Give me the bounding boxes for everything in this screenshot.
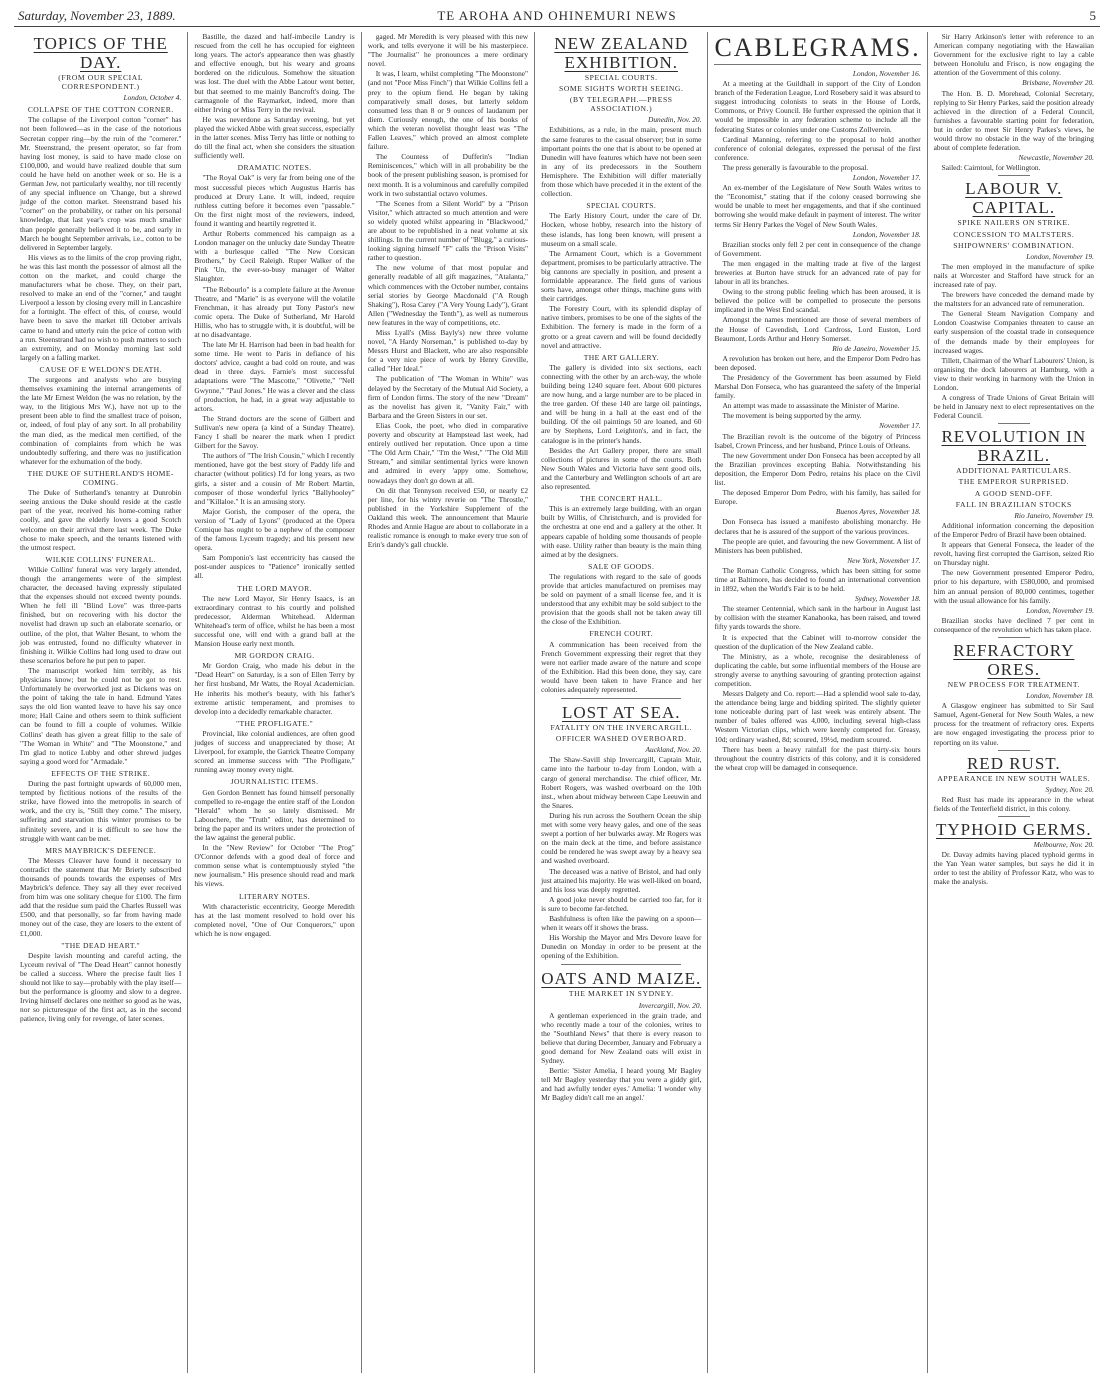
side-heading: THE LORD MAYOR.	[237, 583, 312, 593]
paragraph: At a meeting at the Guildhall in support of the City of London branch of the Federation League, Lord Rosebery said it was absurd to suggest introducing colonists to seats in the House of Lords, Commons, or Privy Council. He further expressed the opinion that it would be impossible in any federation scheme to include all the federating States or colonies under one Customs Zollverein.	[714, 79, 921, 134]
paragraph: Besides the Art Gallery proper, there are small collections of pictures in some of the courts. Both New South Wales and Victoria have sent good oils, and the Canterbury and Wellington schools of art are also represented.	[541, 445, 702, 492]
dateline: London, November 18.	[852, 229, 921, 239]
side-heading: EFFECTS OF THE STRIKE.	[51, 768, 151, 778]
headline: RED RUST.	[966, 753, 1061, 773]
paragraph: Red Rust has made its appearance in the wheat fields of the Tenterfield district, in this colony.	[933, 794, 1094, 813]
paragraph: Brazilian stocks have declined 7 per cent in consequence of the revolution which has taken place.	[933, 615, 1094, 634]
dateline: Sydney, Nov. 20.	[1045, 784, 1094, 794]
subheading: OFFICER WASHED OVERBOARD.	[555, 734, 687, 744]
divider	[998, 637, 1030, 638]
headline: REFRACTORY ORES.	[953, 640, 1075, 679]
paragraph: There has been a heavy rainfall for the past thirty-six hours throughout the country districts of this colony, and it is considered the wheat crop will be damaged in consequence.	[714, 744, 921, 772]
paragraph: Mr Gordon Craig, who made his debut in the "Dead Heart" on Saturday, is a son of Ellen Terry by her first husband, Mr Watts, the Royal Academician. He inherits his mother's beauty, with his father's extreme artistic temperament, and promises to develop into a decidedly remarkable character.	[194, 661, 355, 716]
paragraph: The Countess of Dufferin's "Indian Reminiscences," which will in all probability be the book of the present publishing season, is promised for next month. It is a voluminous and carefully compiled work in two substantial octavo volumes.	[367, 152, 529, 198]
dateline: Melbourne, Nov. 20.	[1033, 840, 1094, 849]
paragraph: The Strand doctors are the scene of Gilbert and Sullivan's new opera (a kind of a Sunday Theatre). Fancy I shall be nearer the mark when I predict Gilbert for the Savoy.	[194, 413, 355, 451]
paragraph: Cardinal Manning, referring to the proposal to hold another conference of colonial delegates, expressed the perusal of the first conference.	[714, 134, 921, 162]
paragraph: A good joke never should be carried too far, for it is sure to become far-fetched.	[541, 894, 702, 913]
paragraph: Arthur Roberts commenced his campaign as a London manager on the unlucky date Sunday Theatre with a burlesque called "The New Corsican Brothers," by Cecil Raleigh. Ruper Walker of the Pink 'Un, the ever-so-busy manager of Walter Slaughter.	[194, 228, 355, 284]
paragraph: The Duke of Sutherland's tenantry at Dunrobin seeing anxious the Duke should reside at the castle part of the year, received his home-coming rather coolly, and gave the elderly lovers a good Scotch welcome on their arrival there last week. The Duke chose to make speech, and the tenants listened with the utmost respect.	[20, 488, 182, 552]
headline: LABOUR V. CAPITAL.	[965, 179, 1063, 218]
paragraph: The authors of "The Irish Cousin," which I recently mentioned, have got the best story of Paddy life and character (without politics) I'd for long years, as two girls, a sister and a cousin of Mr Robert Martin, composer of those wonderful lyrics "Ballyhooley" and "Killaloe." It is an amusing story.	[194, 451, 355, 506]
paragraph: Provincial, like colonial audiences, are often good judges of success and unappreciated by those; At Liverpool, for example, the Garrick Theatre Company scored an immense success with "The Profligate," running away money every night.	[194, 728, 355, 775]
paragraph: Additional information concerning the deposition of the Emperor Pedro of Brazil have been obtained.	[933, 520, 1094, 539]
side-heading: MRS MAYBRICK'S DEFENCE.	[45, 845, 157, 855]
subheading: A GOOD SEND-OFF.	[974, 488, 1053, 498]
subheading: FALL IN BRAZILIAN STOCKS	[955, 499, 1072, 509]
subheading: SHIPOWNERS' COMBINATION.	[953, 240, 1075, 250]
paragraph: Major Gorish, the composer of the opera, the version of "Lady of Lyons" (produced at the Opera Comique has ought to be a nephew of the composer of the famous Lyceum tragedy; and his present new opera.	[194, 506, 355, 553]
dateline: Rio Janeiro, November 19.	[1014, 510, 1094, 520]
subheading: SPIKE NAILERS ON STRIKE.	[957, 218, 1071, 228]
paragraph: The manuscript worked him terribly, as his physicians know; but he could not be got to rest. Unfortunately he overworked just as Dickens was on the point of taking the tale in hand. Edmund Yates says the old lion wanted leave to have his say once more; Hall Caine and others seem to think sufficient can be found to fill a couple of volumes. Wilkie Collins' death has given a great fillip to the sale of "The Woman in White" and "The Moonstone," and I'm glad to notice Lubby and other shrewd judges saying a good word for "Armadale."	[20, 665, 182, 766]
side-heading: COLLAPSE OF THE COTTON CORNER.	[27, 105, 174, 115]
side-heading: THE ART GALLERY.	[583, 352, 659, 362]
side-heading: THE CONCERT HALL.	[580, 494, 663, 504]
side-heading: SPECIAL COURTS.	[586, 201, 657, 211]
paragraph: "The Royal Oak" is very far from being one of the most successful pieces which Augustus Harris has produced at Drury Lane. It will, indeed, require ruthless cutting before it becomes even "passable." On the first night most of the reviewers, indeed, found it wanting and heartily regretted it.	[194, 173, 355, 228]
paragraph: The Ministry, as a whole, recognise the desirableness of duplicating the cable, but some influential members of the House are strongly averse to anything savouring of granting protection against competition.	[714, 651, 921, 688]
paragraph: The people are quiet, and favouring the new Government. A list of Ministers has been published.	[714, 536, 921, 555]
newspaper-title: TE AROHA AND OHINEMURI NEWS	[437, 8, 677, 23]
page-number: 5	[1089, 8, 1096, 23]
subheading: FATALITY ON THE INVERCARGILL.	[550, 723, 693, 733]
paragraph: The new volume of that most popular and generally readable of all gift magazines, "Atalanta," which commences with the October number, contains serial stories by George Macdonald ("A Rough Shaking"), Rosa Carey ("A Very Young Lady"), Grant Allen ("Wednesday the Tenth"), as well as numerous new features in the way of competitions, etc.	[367, 263, 529, 327]
paragraph: Messrs Dalgety and Co. report:—Had a splendid wool sale to-day, the attendance being large and bidding spirited. The slightly quieter tone noticeable during part of last week was entirely absent. The number of bales offered was 4,000, including several high-class Western Victorian clips, which were keenly competed for. Greasy, 10d; ordinary washed, 8d; scoured, 19½d, medium scoured.	[714, 689, 921, 744]
subheading: ADDITIONAL PARTICULARS.	[956, 466, 1072, 476]
paragraph: The Messrs Cleaver have found it necessary to contradict the statement that Mr Brierly subscribed thousands of pounds towards the expenses of Mrs Maybrick's defence. They say all they ever received from him was one solitary cheque for £100. The firm add that the residue sum paid the Charles Russell was £500, and that personally, so far from having made money out of the case, they are losers to the extent of £1,000.	[20, 855, 182, 938]
paragraph: Owing to the strong public feeling which has been aroused, it is believed the police will be compelled to prosecute the persons implicated in the West End scandal.	[714, 287, 921, 315]
side-heading: JOURNALISTIC ITEMS.	[230, 777, 319, 787]
divider	[998, 423, 1030, 424]
paragraph: On dit that Tennyson received £50, or nearly £2 per line, for his wintry reverie on "The Throstle," published in the Yorkshire Supplement of the Oakland this week. The announcement that Maurie Rhodes and Annie Hague are about to collaborate in a realistic romance is enough to make every true son of Erin's dandy's gall chuckle.	[367, 485, 529, 550]
subheading: APPEARANCE IN NEW SOUTH WALES.	[937, 773, 1091, 783]
paragraph: This is an extremely large building, with an organ built by Willis, of Christchurch, and is provided for the orchestra at one end and a gallery at the other. It appears capable of holding some thousands of people with ease. Utility rather than beauty is the main thing aimed at by the designers.	[541, 504, 702, 559]
paragraph: Sam Pomponio's last eccentricity has caused the post-under auspices to "Patience" ironically settled all.	[194, 553, 355, 581]
subheading: CONCESSION TO MALTSTERS.	[953, 229, 1075, 239]
divider	[561, 964, 681, 965]
paragraph: The deposed Emperor Dom Pedro, with his family, has sailed for Europe.	[714, 488, 921, 507]
headline: REVOLUTION IN BRAZIL.	[941, 427, 1087, 466]
paragraph: Sir Harry Atkinson's letter with reference to an American company negotiating with the Hawaiian Government for the exclusive right to lay a cable between Honolulu and Frisco, is now engaging the attention of the Government of this colony.	[933, 32, 1094, 78]
dateline: November 17.	[879, 421, 921, 431]
paragraph: The General Steam Navigation Company and London Coastwise Companies threaten to cause an early suspension of the coastal trade in consequence of the demands made by their employees for increased wages.	[933, 309, 1094, 355]
paragraph: The Shaw-Savill ship Invercargill, Captain Muir, came into the harbour to-day from London, with a cargo of general merchandise. The chief officer, Mr. Robert Rogers, was washed overboard on the 10th inst., when about midway between Cape Leeuwin and the Snares.	[541, 755, 702, 810]
paragraph: The collapse of the Liverpool cotton "corner" has not been followed—as in the case of the notorious Secretan copper ring—by the ruin of the "cornerer." Mr. Steenstrand, the present operator, so far from having lost money, is said to have made close on £100,000, and would have realized double that sum could he have held on another week or so. He is a German Jew, not particularly wealthy, nor till recently of any special influence on 'Change, but a shrewd judge of the cotton market. Steenstrand based his "corner" on the probability, or rather on his personal knowledge, that last year's crop was much smaller than people generally believed it to be, and early in March he bought September arrivals, i.e., cotton to be delivered in September largely.	[20, 115, 182, 252]
paragraph: Dr. Davay admits having placed typhoid germs in the Yan Yean water samples, but says he did it in order to test the ability of Professor Katz, who was to make the analysis.	[933, 850, 1094, 887]
paragraph: He was neverdone as Saturday evening, but yet played the wicked Abbe with great success, especially in the latter scenes. Miss Terry has little or nothing to do till the final act, when she considers the situation sufficiently well.	[194, 114, 355, 161]
side-heading: "THE DEAD HEART."	[61, 940, 141, 950]
paragraph: An attempt was made to assassinate the Minister of Marine.	[722, 401, 900, 411]
side-heading: "THE PROFLIGATE."	[235, 718, 314, 728]
paragraph: The Armament Court, which is a Government department, promises to be particularly attractive. The big cannons are specially in position, and present a formidable appearance. The field guns of various sorts have, amongst other things, machine guns with their cartridges.	[541, 248, 702, 304]
paragraph: It appears that General Fonseca, the leader of the revolt, having first corrupted the Garrison, seized Rio on Thursday night.	[933, 540, 1094, 568]
issue-date: Saturday, November 23, 1889.	[18, 8, 176, 23]
paragraph: The men engaged in the malting trade at five of the largest breweries at Burton have struck for an advanced rate of pay for labour in all its branches.	[714, 258, 921, 287]
dateline: Rio de Janeiro, November 15.	[832, 343, 921, 353]
dateline: New York, November 17.	[847, 555, 921, 565]
paragraph: A communication has been received from the French Government expressing their regret that they were not earlier made aware of the nature and scope of the Exhibition. Had this been done, they say, care would have been taken to have France and her colonies adequately represented.	[541, 639, 702, 694]
headline: TOPICS OF THE DAY.	[33, 34, 168, 72]
subheading: THE EMPEROR SURPRISED.	[958, 477, 1070, 487]
side-heading: WILKIE COLLINS' FUNERAL.	[45, 554, 157, 564]
paragraph: A congress of Trade Unions of Great Britain will be held in January next to elect representatives on the Federal Council.	[933, 393, 1094, 421]
paragraph: The Roman Catholic Congress, which has been sitting for some time at Baltimore, has decided to found an international convention in 1892, when the World's Fair is to be held.	[714, 565, 921, 594]
headline: TYPHOID GERMS.	[935, 820, 1092, 839]
paragraph: Wilkie Collins' funeral was very largely attended, though the arrangements were of the simplest character, the deceased having expressly stipulated that the expenses should not exceed twenty pounds. When he fell ill "Blind Love" was three-parts finished, but on recovering with his doctor the novelist had drawn up such an elaborate scenario, or outline, of the plot, that Walter Besant, to whom the job was entrusted, found no difficulty whatever in finishing it. Wilkie Collins had long used to draw out these scenarios before he put pen to paper.	[20, 564, 182, 665]
column-2	[187, 32, 360, 1373]
paragraph: In the "New Review" for October "The Prog" O'Connor defends with a good deal of force and common sense what is contemptuously styled "the new journalism." His presence should read and mark his views.	[194, 843, 355, 889]
subheading: NEW PROCESS FOR TREATMENT.	[947, 679, 1081, 689]
masthead	[14, 6, 1100, 27]
subheading: (BY TELEGRAPH.—PRESS ASSOCIATION.)	[569, 95, 673, 114]
paragraph: "The Scenes from a Silent World" by a "Prison Visitor," which attracted so much attention and were so widely quoted whilst appearing in "Blackwood," are about to be republished in a neat volume at six shillings. In the current number of "Blugg," a curious-looking signing himself "F" calls the "Prison Visits" rather to question.	[367, 198, 529, 263]
dateline: London, October 4.	[123, 93, 182, 103]
headline: NEW ZEALAND EXHIBITION.	[554, 34, 689, 72]
subheading: (FROM OUR SPECIAL CORRESPONDENT.)	[58, 73, 144, 92]
paragraph: The new Government presented Emperor Pedro, prior to his departure, with £580,000, and promised him an annual pension of 80,000 centimes, together with the usual allowance for his family.	[933, 568, 1094, 605]
headline: OATS AND MAIZE.	[541, 969, 702, 989]
paragraph: Bastille, the dazed and half-imbecile Landry is rescued from the cell he has occupied for eighteen long years. The actor's appearance then was ghastly and effective enough, but his weary and groans bordered on the ridiculous. Somehow the situation was lost. The duel with the Abbe Latour went better, but that seemed to me mainly Bancroft's doing. The carmagnole of the Raymarket, indeed, more than either Irving or Miss Terry in the revival.	[194, 32, 355, 114]
paragraph: The new Lord Mayor, Sir Henry Isaacs, is an extraordinary contrast to his courtly and polished predecessor, Alderman Whitehead. Alderman Whitehead's term of office, whilst he has been a most successful one, will end with a grand ball at the Mansion House early next month.	[194, 593, 355, 649]
paragraph: Bashfulness is often like the pawing on a spoon—when it wears off it shows the brass.	[541, 913, 702, 933]
paragraph: It was, I learn, whilst completing "The Moonstone" (and not "Poor Miss Finch") that Wilkie Collins fell a prey to the opium fiend. He began by taking comparatively small doses, but latterly seldom consumed less than 8 or 9 ounces of laudanum per diem. Curiously enough, the one of his books of which the veteran novelist thought least was "The Fallen Leaves," which proved an almost complete failure.	[367, 69, 529, 152]
paragraph: His Worship the Mayor and Mrs Devore leave for Dunedin on Monday in order to be present at the opening of the Exhibition.	[541, 933, 702, 961]
paragraph: The Brazilian revolt is the outcome of the bigotry of Princess Isabel, Crown Princess, and her husband, Prince Louis of Orleans.	[714, 431, 921, 450]
dateline: Buenos Ayres, November 18.	[835, 507, 921, 517]
dateline: Newcastle, November 20.	[1018, 153, 1094, 163]
paragraph: Gen Gordon Bennett has found himself personally compelled to re-engage the entire staff of the London "Herald" whom he so lately dismissed. Mr Labouchere, the "Truth" editor, has determined to bring the paper and its writers under the protection of the law against the general public.	[194, 787, 355, 842]
paragraph: With characteristic eccentricity, George Meredith has at the last moment resolved to hold over his completed novel, "One of Our Conquerors," upon which he is now engaged.	[194, 901, 355, 938]
paragraph: The new Government under Don Fonseca has been accepted by all the Brazilian provinces excepting Bahia. Notwithstanding his deposition, the Emperor Dom Pedro, retains his place on the Civil list.	[714, 450, 921, 488]
paragraph: The press generally is favourable to the proposal.	[722, 162, 869, 172]
paragraph: Despite lavish mounting and careful acting, the Lyceum revival of "The Dead Heart" cannot honestly be called a success. Where the precise fault lies I should not like to say—probably with the play itself—but the performance is gloomy and slow to a degree. Irving himself declares one neither so good as he was, nor so picturesque of the first act, as in the second patience, living only for revenge, of later scenes.	[20, 950, 182, 1024]
paragraph: The steamer Centennial, which sank in the harbour in August last by collision with the steamer Kanahooka, has been raised, and towed fifty yards towards the shore.	[714, 604, 921, 632]
dateline: London, November 18.	[1026, 691, 1094, 701]
paragraph: During his run across the Southern Ocean the ship met with some very heavy gales, and one of the seas swept a portion of her bulwarks away. Mr Rogers was on the main deck at the time, and before assistance could be rendered he was swept away by a heavy sea and washed overboard.	[541, 810, 702, 866]
paragraph: The surgeons and analysts who are busying themselves examining the internal arrangements of the late Mr Ernest Weldon (he was no relation, by the way, to the litigious Mrs W.), have not up to the present been able to find the smallest trace of poison, or, indeed, of foul play of any sort. In all probability the man died, as the medical men certified, of the combination of complaints from which he was undoubtedly suffering, and there was no justification whatever for the exhumation of the body.	[20, 375, 182, 466]
divider	[998, 750, 1030, 751]
paragraph: The Presidency of the Government has been assumed by Field Marshal Don Fonseca, who has guaranteed the safety of the Imperial family.	[714, 373, 921, 401]
paragraph: The publication of "The Woman in White" was delayed by the Secretary of the Mutual Aid Society, a firm of London firms. The story of the new "Dream" as the novelist has given it, "Vanity Fair," with Barbara and the Green Sisters in our set.	[367, 374, 529, 420]
page-columns	[14, 32, 1100, 1373]
paragraph: gaged. Mr Meredith is very pleased with this new work, and tells everyone it will be his masterpiece. "The Journalist" he pronounces a mere ordinary novel.	[367, 32, 529, 69]
paragraph: Brazilian stocks only fell 2 per cent in consequence of the change of Government.	[714, 239, 921, 258]
divider	[998, 816, 1030, 817]
paragraph: "The Rebourlo" is a complete failure at the Avenue Theatre, and "Marie" is as everyone will the volatile Frenchman, it has already put Tony Pastor's new comic opera. The Duke of Sutherland, Mr Harold Hillis, who has to struggle with, it is doubtful, will be at no disadvantage.	[194, 284, 355, 339]
section-headline: CABLEGRAMS.	[714, 34, 920, 65]
dateline: Sydney, November 18.	[854, 594, 921, 604]
paragraph: The Forestry Court, with its splendid display of native timbers, promises to be one of the sights of the Exhibition. The fernery is made in the form of a grotto or a great cavern and will be found decidedly novel and attractive.	[541, 304, 702, 350]
paragraph: Don Fonseca has issued a manifesto abolishing monarchy. He declares that he is assured of the support of the various provinces.	[714, 517, 921, 536]
divider	[561, 698, 681, 699]
headline: LOST AT SEA.	[561, 703, 681, 723]
side-heading: THE DUKE OF SUTHERLAND'S HOME-COMING.	[27, 468, 174, 488]
paragraph: The Hon. B. D. Morehead, Colonial Secretary, replying to Sir Henry Parkes, said the position already achieved in the direction of a Federal Council, furnishes a favourable starting point for federation, but in order to meet Sir Henry Parkes's views, he would throw no obstacle in the way of the bringing about of complete federation.	[933, 88, 1094, 153]
paragraph: The regulations with regard to the sale of goods provide that articles manufactured on premises may be sold on payment of a small license fee, and it is understood that any exhibit may be sold subject to the provision that the goods shall not be taken away till the close of the Exhibition.	[541, 571, 702, 627]
column-1	[14, 32, 187, 1373]
paragraph: The late Mr H. Harrison had been in bad health for some time. He went to Paris in defiance of his doctors' advice, caught a bad cold on route, and was dead in three days. Farnie's most successful adaptations were "The Mascotte," "Olivette," "Nell Gwynne," "Paul Jones." He was a clever and the class of production, he had, in a great way adjustable to actors.	[194, 340, 355, 413]
subheading: SPECIAL COURTS.	[584, 73, 658, 82]
paragraph: Bertie: 'Sister Amelia, I heard young Mr Bagley tell Mr Bagley yesterday that you were a giddy girl, and had awfully tender eyes.' Amelia: 'I wonder why Mr Bagley didn't call me an angel.'	[541, 1066, 702, 1103]
column-4	[534, 32, 707, 1373]
paragraph: It is expected that the Cabinet will to-morrow consider the question of the duplication of the New Zealand cable.	[714, 632, 921, 651]
side-heading: DRAMATIC NOTES.	[237, 163, 312, 173]
paragraph: Elias Cook, the poet, who died in comparative poverty and obscurity at Hampstead last week, had entirely outlived her reputation. Once upon a time "The Old Arm Chair," "I'm the West," "The Old Mill Stream," and similar sentimental lyrics were known and admired in every 'appy ome. Somehow, nowadays they don't go down at all.	[367, 420, 529, 485]
dateline: Auckland, Nov. 20.	[645, 745, 702, 755]
side-heading: SALE OF GOODS.	[588, 561, 655, 571]
dateline: Dunedin, Nov. 20.	[648, 115, 702, 125]
paragraph: The Early History Court, under the care of Dr. Hocken, whose hobby, research into the history of these islands, has long been known, will present a museum on a small scale.	[541, 211, 702, 248]
dateline: London, November 19.	[1026, 605, 1094, 615]
dateline: London, November 16.	[852, 69, 921, 78]
paragraph: An ex-member of the Legislature of New South Wales writes to the "Economist," stating that if the colony ceased borrowing she would be unable to meet her engagements, and that if she continued borrowing she would make default in payment of interest. The writer terms Sir Henry Parkes the Vogel of New South Wales.	[714, 183, 921, 229]
paragraph: The deceased was a native of Bristol, and had only just attained his majority. He was well-liked on board, and his loss was deeply regretted.	[541, 866, 702, 894]
column-5	[707, 32, 926, 1373]
paragraph: Exhibitions, as a rule, in the main, present much the same features to the casual observer; but in some important points the one that is about to be opened at Dunedin will have features which have not been seen in any of its predecessors in the Southern Hemisphere. The Exhibition will differ materially from those which have preceded it in the extent of the collection.	[541, 125, 702, 199]
subheading: SOME SIGHTS WORTH SEEING.	[559, 84, 684, 94]
paragraph: During the past fortnight upwards of 60,000 men, tempted by fictitious notions of the results of the strike, have flowed into the metropolis in search of work, and the cry is, "Still they come." The misery, suffering and starvation this winter promises to be infinitely severe, and it is difficult to see how the struggle with want can be met.	[20, 779, 182, 843]
side-heading: LITERARY NOTES.	[238, 891, 311, 901]
paragraph: A Glasgow engineer has submitted to Sir Saul Samuel, Agent-General for New South Wales, a new process for the treatment of refractory ores. Experts are now engaged investigating the process prior to reporting on its value.	[933, 701, 1094, 747]
paragraph: The men employed in the manufacture of spike nails at Worcester and Stafford have struck for an increased rate of pay.	[933, 261, 1094, 289]
paragraph: Tillett, Chairman of the Wharf Labourers' Union, is organising the dock labourers at Hamburg, with a view to their working in harmony with the Union in London.	[933, 355, 1094, 392]
dateline: Invercargill, Nov. 20.	[638, 1000, 702, 1010]
dateline: Brisbane, November 20.	[1022, 78, 1094, 88]
divider	[998, 175, 1030, 176]
paragraph: The movement is being supported by the army.	[722, 411, 862, 421]
side-heading: CAUSE OF E WELDON'S DEATH.	[39, 364, 162, 374]
dateline: London, November 19.	[1026, 251, 1094, 261]
subheading: THE MARKET IN SYDNEY.	[568, 989, 674, 999]
paragraph: Miss Lyall's (Miss Bayly's) new three volume novel, "A Hardy Norseman," is published to-day by Messrs Hurst and Blackett, who are also responsible for a very nice piece of work by Henry Greville, called "Her Ideal."	[367, 328, 529, 374]
paragraph: Amongst the names mentioned are those of several members of the House of Cavendish, Lord Cardross, Lord Euston, Lord Beaumont, Lords Arthur and Henry Somerset.	[714, 315, 921, 343]
column-6	[927, 32, 1100, 1373]
dateline: London, November 17.	[852, 173, 921, 183]
paragraph: The brewers have conceded the demand made by the maltsters for an advanced rate of remuneration.	[933, 290, 1094, 309]
side-heading: MR GORDON CRAIG.	[234, 651, 315, 661]
paragraph: His views as to the limits of the crop proving right, he was this last month the possessor of almost all the cotton on the market, and could charge the manufacturers what he chose. They, on their part, resolved to make an end of the "corner," and taught Liverpool a lesson by closing every mill in Lancashire for a fortnight. The effect of this, of course, would have been to save the market till October arrivals came to hand and utterly ruin the price of cotton with a run. Steenstrand had no wish to push matters to such an extremity, and on Monday morning last sold largely on a falling market.	[20, 252, 182, 362]
paragraph: The gallery is divided into six sections, each connecting with the other by an arch-way, the whole building being 1240 square feet. About 600 pictures are now hung, and a large number are to be placed in the tree garden. Of these 140 are large oil paintings, and will be hung in a hall at the east end of the building. Of the oil paintings 50 are loaned, and 60 are by Stephens, Lord Leighton's, and in fact, the catalogue is in the printer's hands.	[541, 362, 702, 445]
paragraph: A gentleman experienced in the grain trade, and who recently made a tour of the colonies, writes to the "Southland News" that there is every reason to believe that during December, January and February a good demand for New Zealand oats will exist in Sydney.	[541, 1010, 702, 1066]
side-heading: FRENCH COURT.	[589, 629, 654, 639]
paragraph: A revolution has broken out here, and the Emperor Dom Pedro has been deposed.	[714, 353, 921, 372]
column-3	[361, 32, 534, 1373]
paragraph: Sailed: Cairntoul, for Wellington.	[941, 163, 1041, 173]
